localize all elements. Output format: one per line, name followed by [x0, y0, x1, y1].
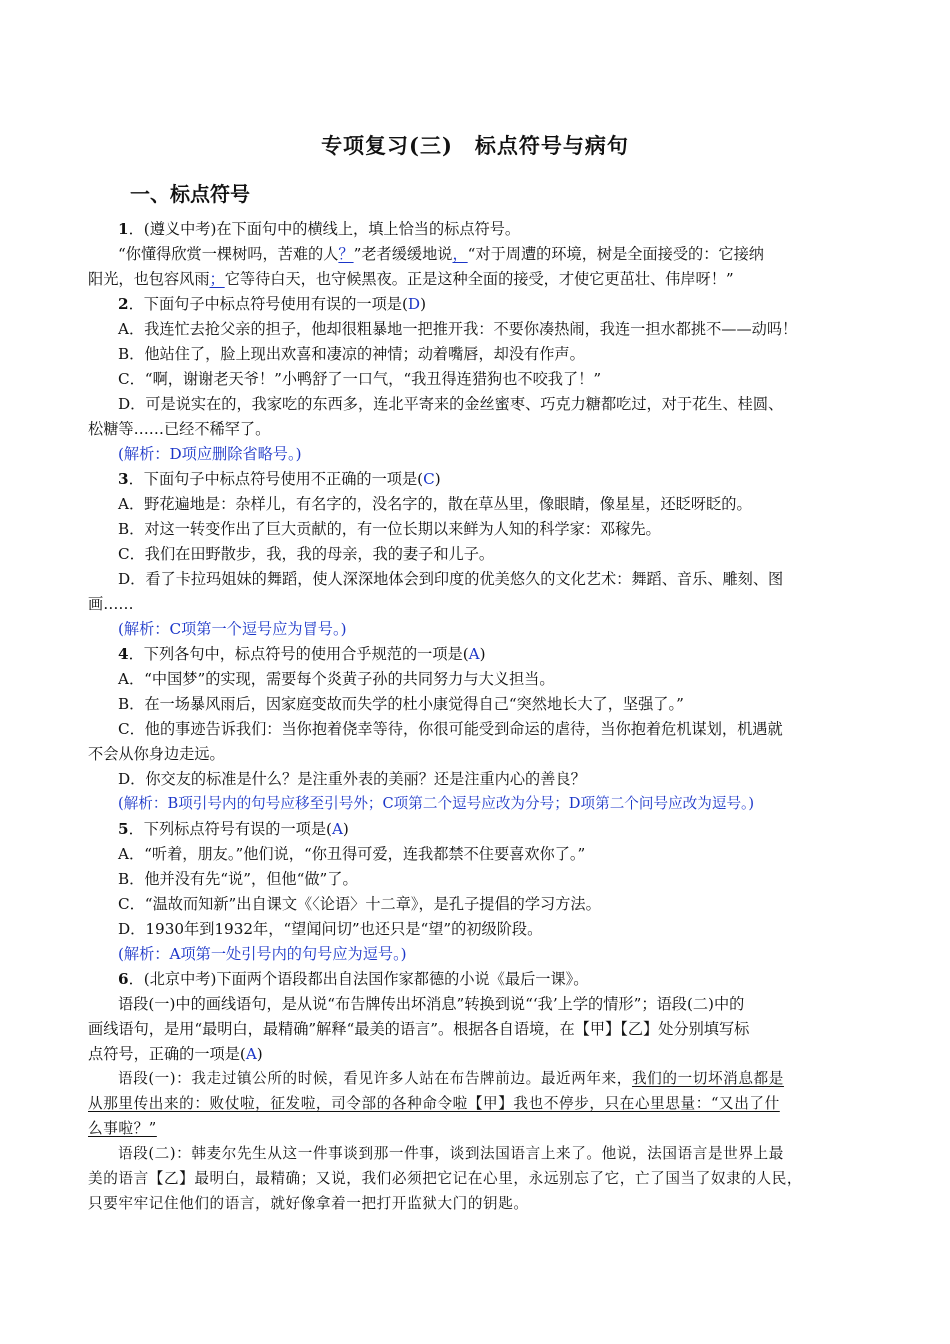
q6-stem: 6．(北京中考)下面两个语段都出自法国作家都德的小说《最后一课》。	[118, 970, 589, 988]
q6-number: 6	[118, 970, 129, 988]
passage-1-line-1: 语段(一)：我走过镇公所的时候，看见许多人站在布告牌前边。最近两年来，我们的一切坏消息都是	[118, 1070, 784, 1087]
q3-option-d-cont: 画……	[88, 595, 134, 613]
q6-prompt-line-1: 语段(一)中的画线语句，是从说“布告牌传出坏消息”转换到说“‘我’上学的情形”；语段(二)中的	[118, 995, 745, 1013]
q4-stem: 4．下列各句中，标点符号的使用合乎规范的一项是(A)	[118, 645, 486, 663]
q3-analysis: (解析：C项第一个逗号应为冒号。)	[118, 620, 347, 638]
q4-option-d: D．你交友的标准是什么？是注重外表的美丽？还是注重内心的善良？	[118, 770, 586, 788]
q6-answer: A	[245, 1045, 257, 1063]
q2-answer: D	[407, 295, 421, 313]
q5-number: 5	[118, 820, 129, 838]
q5-option-a: A．“听着，朋友。”他们说，“你丑得可爱，连我都禁不住要喜欢你了。”	[118, 845, 586, 863]
q3-option-a: A．野花遍地是：杂样儿，有名字的，没名字的，散在草丛里，像眼睛，像星星，还眨呀眨的。	[118, 495, 752, 513]
q2-number: 2	[118, 295, 129, 313]
q5-option-c: C．“温故而知新”出自课文《〈论语〉十二章》，是孔子提倡的学习方法。	[118, 895, 601, 913]
passage-1-underlined: 我们的一切坏消息都是	[631, 1070, 784, 1087]
q1-blank-2: ，	[452, 245, 468, 263]
section-heading: 一、标点符号	[130, 182, 250, 206]
q1-blank-1: ？	[338, 245, 354, 263]
q3-number: 3	[118, 470, 129, 488]
q2-analysis: (解析：D项应删除省略号。)	[118, 445, 302, 463]
q5-option-b: B．他并没有先“说”，但他“做”了。	[118, 870, 358, 888]
q5-stem: 5．下列标点符号有误的一项是(A)	[118, 820, 349, 838]
q1-blank-3: ；	[209, 270, 225, 288]
q3-option-c: C．我们在田野散步，我，我的母亲，我的妻子和儿子。	[118, 545, 495, 563]
q2-option-a: A．我连忙去抢父亲的担子，他却很粗暴地一把推开我：不要你凑热闹，我连一担水都挑不——动吗！	[118, 320, 798, 338]
q5-option-d: D．1930年到1932年，“望闻问切”也还只是“望”的初级阶段。	[118, 920, 543, 938]
passage-1-line-2: 从那里传出来的：败仗啦，征发啦，司令部的各种命令啦【甲】我也不停步，只在心里思量：“又出了什	[88, 1095, 780, 1112]
q4-analysis: (解析：B项引号内的句号应移至引号外；C项第二个逗号应改为分号；D项第二个问号应改为逗号。)	[118, 795, 755, 812]
q3-option-b: B．对这一转变作出了巨大贡献的，有一位长期以来鲜为人知的科学家：邓稼先。	[118, 520, 661, 538]
q2-option-c: C．“啊，谢谢老天爷！”小鸭舒了一口气，“我丑得连猎狗也不咬我了！”	[118, 370, 602, 388]
q1-number: 1	[118, 220, 129, 238]
q1-line-2: 阳光，也包容风雨；它等待白天，也守候黑夜。正是这种全面的接受，才使它更茁壮、伟岸呀！”	[88, 270, 734, 288]
q4-number: 4	[118, 645, 129, 663]
q3-stem: 3．下面句子中标点符号使用不正确的一项是(C)	[118, 470, 441, 488]
q4-answer: A	[468, 645, 480, 663]
q4-option-a: A．“中国梦”的实现，需要每个炎黄子孙的共同努力与大义担当。	[118, 670, 555, 688]
q4-option-c: C．他的事迹告诉我们：当你抱着侥幸等待，你很可能受到命运的虐待，当你抱着危机谋划，机遇就	[118, 720, 783, 738]
q6-prompt-line-3: 点符号，正确的一项是(A)	[88, 1045, 263, 1063]
q5-answer: A	[331, 820, 343, 838]
q2-stem: 2．下面句子中标点符号使用有误的一项是(D)	[118, 295, 427, 313]
passage-1-line-3: 么事啦？”	[88, 1120, 157, 1137]
q5-analysis: (解析：A项第一处引号内的句号应为逗号。)	[118, 945, 407, 963]
q4-option-c-cont: 不会从你身边走远。	[88, 745, 225, 763]
q2-option-d-cont: 松糖等……已经不稀罕了。	[88, 420, 271, 438]
passage-2-line-3: 只要牢牢记住他们的语言，就好像拿着一把打开监狱大门的钥匙。	[88, 1195, 529, 1212]
q6-prompt-line-2: 画线语句，是用“最明白，最精确”解释“最美的语言”。根据各自语境，在【甲】【乙】处分别填写标	[88, 1020, 750, 1038]
passage-2-line-2: 美的语言【乙】最明白，最精确；又说，我们必须把它记在心里，永远别忘了它，亡了国当了奴隶的人民，	[88, 1170, 803, 1187]
q3-answer: C	[423, 470, 435, 488]
q4-option-b: B．在一场暴风雨后，因家庭变故而失学的杜小康觉得自己“突然地长大了，坚强了。”	[118, 695, 684, 713]
page-title: 专项复习(三) 标点符号与病句	[321, 133, 629, 158]
q3-option-d: D．看了卡拉玛姐妹的舞蹈，使人深深地体会到印度的优美悠久的文化艺术：舞蹈、音乐、雕刻、图	[118, 570, 784, 588]
q1-stem: 1．(遵义中考)在下面句中的横线上，填上恰当的标点符号。	[118, 220, 521, 238]
q2-option-d: D．可是说实在的，我家吃的东西多，连北平寄来的金丝蜜枣、巧克力糖都吃过，对于花生、桂圆、	[118, 395, 784, 413]
q2-option-b: B．他站住了，脸上现出欢喜和凄凉的神情；动着嘴唇，却没有作声。	[118, 345, 585, 363]
q1-line-1: “你懂得欣赏一棵树吗，苦难的人？”老者缓缓地说，“对于周遭的环境，树是全面接受的：它接纳	[118, 245, 764, 263]
passage-2-line-1: 语段(二)：韩麦尔先生从这一件事谈到那一件事，谈到法国语言上来了。他说，法国语言是世界上最	[118, 1145, 784, 1162]
